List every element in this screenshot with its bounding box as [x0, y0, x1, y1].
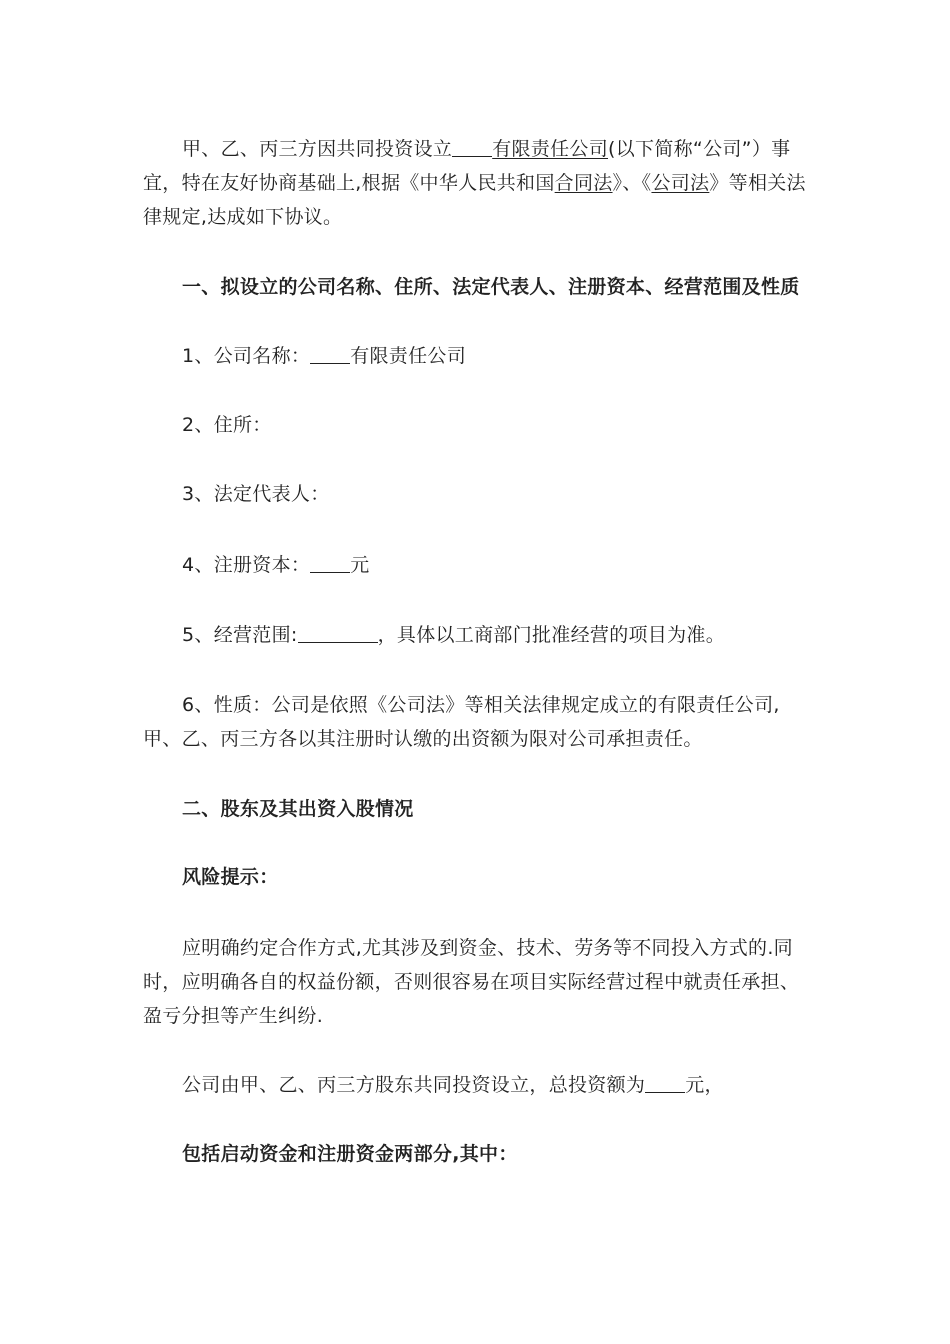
investment-text-pre: 公司由甲、乙、丙三方股东共同投资设立，总投资额为: [182, 1074, 646, 1096]
company-name-blank: [452, 136, 492, 157]
item-business-scope-suffix: ，具体以工商部门批准经营的项目为准。: [377, 624, 725, 646]
item-nature: 6、性质：公司是依照《公司法》等相关法律规定成立的有限责任公司,甲、乙、丙三方各以其注册时认缴的出资额为限对公司承担责任。: [143, 694, 780, 750]
risk-heading: 风险提示：: [182, 866, 279, 888]
intro-text-mid2: 》、《: [612, 172, 652, 194]
risk-paragraph: 应明确约定合作方式,尤其涉及到资金、技术、劳务等不同投入方式的.同时，应明确各自的权益份额，否则很容易在项目实际经营过程中就责任承担、盈亏分担等产生纠纷.: [143, 937, 800, 1027]
item-registered-capital-blank: [310, 552, 350, 573]
item-business-scope-blank: [298, 622, 378, 643]
item-business-scope-label: 5、经营范围:: [182, 624, 298, 646]
item-company-name-blank: [310, 343, 350, 364]
intro-text-post: 》等相关法律规定,达成如下协议。: [143, 172, 806, 228]
item-legal-representative: 3、法定代表人：: [182, 483, 330, 505]
item-registered-capital: [143, 548, 808, 582]
intro-paragraph: [143, 132, 808, 234]
item-address: 2、住所：: [182, 414, 272, 436]
intro-text-mid1: (以下简称“公司”）事宜，特在友好协商基础上,根据《中华人民共和国: [143, 138, 791, 194]
item-company-name: [143, 339, 808, 373]
item-company-name-suffix: 有限责任公司: [350, 345, 467, 367]
item-business-scope: [143, 618, 808, 652]
item-registered-capital-label: 4、注册资本：: [182, 554, 311, 576]
intro-text-pre: 甲、乙、丙三方因共同投资设立: [182, 138, 453, 160]
company-type-link[interactable]: 有限责任公司: [492, 138, 609, 160]
item-company-name-label: 1、公司名称：: [182, 345, 311, 367]
funds-heading: 包括启动资金和注册资金两部分,其中：: [182, 1143, 518, 1165]
section1-heading: 一、拟设立的公司名称、住所、法定代表人、注册资本、经营范围及性质: [182, 276, 800, 298]
investment-text-post: 元，: [685, 1074, 724, 1096]
section2-heading: 二、股东及其出资入股情况: [182, 798, 414, 820]
investment-paragraph: [143, 1068, 808, 1102]
item-registered-capital-suffix: 元: [350, 554, 370, 576]
contract-law-link[interactable]: 合同法: [554, 172, 613, 194]
total-investment-blank: [645, 1072, 685, 1093]
company-law-link[interactable]: 公司法: [651, 172, 710, 194]
